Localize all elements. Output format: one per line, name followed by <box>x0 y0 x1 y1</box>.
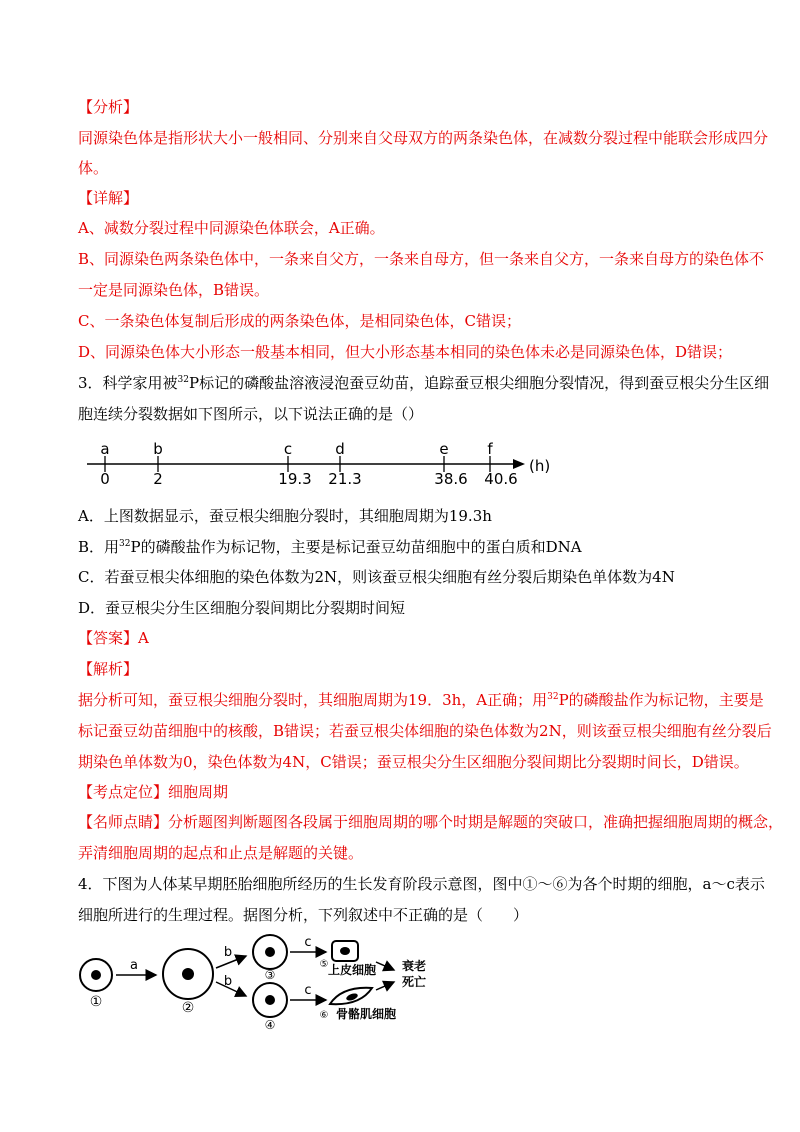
arrow-a-label: a <box>130 958 138 973</box>
option-c: C．若蚕豆根尖体细胞的染色体数为2N，则该蚕豆根尖细胞有丝分裂后期染色单体数为4N <box>78 568 675 586</box>
analysis-text-line-1: 同源染色体是指形状大小一般相同、分别来自父母双方的两条染色体，在减数分裂过程中能联会形成四分 <box>78 129 769 147</box>
arrow-lower-to-aging <box>376 982 394 990</box>
detail-item-b-line-1: B、同源染色两条染色体中，一条来自父方，一条来自母方，但一条来自父方，一条来自母方的染色体不 <box>78 250 765 268</box>
explanation-text-a: 据分析可知，蚕豆根尖细胞分裂时，其细胞周期为19．3h，A正确；用 <box>78 691 548 709</box>
arrow-c-upper-label: c <box>304 935 312 950</box>
mingshi-heading: 【名师点睛】 <box>78 813 169 831</box>
arrow-b-lower-label: b <box>223 974 233 989</box>
cell-3-nucleus <box>265 947 275 957</box>
kaodian-line <box>78 782 732 802</box>
tick-value-c: 19.3 <box>278 470 312 488</box>
tick-letter-c: c <box>283 440 293 458</box>
option-b-superscript: 32 <box>119 539 131 549</box>
cell-5-nucleus <box>340 947 350 955</box>
question-3-line-1 <box>78 373 770 393</box>
answer-line: 【答案】A <box>78 629 149 647</box>
option-a: A．上图数据显示，蚕豆根尖细胞分裂时，其细胞周期为19.3h <box>78 507 492 525</box>
death-label: 死亡 <box>401 975 427 989</box>
cell-3-number: ③ <box>264 968 276 982</box>
aging-label: 衰老 <box>401 959 427 973</box>
cell-4-nucleus <box>265 995 275 1005</box>
cell-2-nucleus <box>182 968 194 980</box>
cell-4-number: ④ <box>264 1018 276 1032</box>
option-b <box>78 537 732 557</box>
explanation-superscript: 32 <box>547 692 559 702</box>
tick-value-f: 40.6 <box>484 470 518 488</box>
skeletal-muscle-cell-label: 骨骼肌细胞 <box>335 1007 397 1021</box>
tick-value-a: 0 <box>100 470 110 488</box>
option-d: D．蚕豆根尖分生区细胞分裂间期比分裂期时间短 <box>78 599 406 617</box>
mingshi-line-1 <box>78 812 784 832</box>
question-4-line-2: 细胞所进行的生理过程。据图分析，下列叙述中不正确的是（ ） <box>78 906 529 924</box>
q3-text-a: 3．科学家用被 <box>78 374 178 392</box>
cell-development-diagram <box>76 930 456 1040</box>
detail-item-d: D、同源染色体大小形态一般基本相同，但大小形态基本相同的染色体未必是同源染色体，D错误； <box>78 343 733 361</box>
section-detail-heading: 【详解】 <box>78 189 139 207</box>
kaodian-text: 细胞周期 <box>168 783 229 801</box>
tick-letter-d: d <box>335 440 345 458</box>
q3-superscript: 32 <box>177 375 189 385</box>
arrow-c-lower-label: c <box>304 983 312 998</box>
tick-letter-f: f <box>487 440 493 458</box>
mingshi-text: 分析题图判断题图各段属于细胞周期的哪个时期是解题的突破口，准确把握细胞周期的概念， <box>168 813 784 831</box>
detail-item-b-line-2: 一定是同源染色体，B错误。 <box>78 281 270 299</box>
arrow-b-upper-label: b <box>223 945 233 960</box>
mingshi-line-2: 弄清细胞周期的起点和止点是解题的关键。 <box>78 844 364 862</box>
detail-item-c: C、一条染色体复制后形成的两条染色体，是相同染色体，C错误； <box>78 312 521 330</box>
tick-value-b: 2 <box>153 470 163 488</box>
analysis-text-line-2: 体。 <box>78 159 109 177</box>
kaodian-heading: 【考点定位】 <box>78 783 169 801</box>
tick-value-e: 38.6 <box>434 470 468 488</box>
tick-value-d: 21.3 <box>328 470 362 488</box>
cell-5-number: ⑤ <box>319 959 329 970</box>
cell-cycle-timeline-figure <box>85 438 565 490</box>
explanation-line-1 <box>78 690 764 710</box>
option-b-text-a: B．用 <box>78 538 120 556</box>
timeline-arrowhead <box>513 459 525 469</box>
cell-6-number: ⑥ <box>319 1010 329 1021</box>
tick-letter-e: e <box>439 440 449 458</box>
explanation-text-b: P的磷酸盐作为标记物，主要是 <box>558 691 764 709</box>
cell-2-number: ② <box>181 1000 195 1016</box>
cell-1-nucleus <box>91 970 101 980</box>
cell-1-number: ① <box>89 994 103 1010</box>
epithelial-cell-label: 上皮细胞 <box>327 963 377 977</box>
question-3-line-2: 胞连续分裂数据如下图所示，以下说法正确的是（） <box>78 405 424 423</box>
section-explanation-heading: 【解析】 <box>78 660 139 678</box>
tick-letter-a: a <box>100 440 110 458</box>
explanation-line-3: 期染色单体数为0，染色体数为4N，C错误；蚕豆根尖分生区细胞分裂间期比分裂期时间长，D错误。 <box>78 753 749 771</box>
detail-item-a: A、减数分裂过程中同源染色体联会，A正确。 <box>78 219 385 237</box>
arrow-upper-to-aging <box>376 962 394 970</box>
tick-letter-b: b <box>153 440 163 458</box>
q3-text-b: P标记的磷酸盐溶液浸泡蚕豆幼苗，追踪蚕豆根尖细胞分裂情况，得到蚕豆根尖分生区细 <box>189 374 770 392</box>
option-b-text-b: P的磷酸盐作为标记物，主要是标记蚕豆幼苗细胞中的蛋白质和DNA <box>130 538 582 556</box>
timeline-unit-label: (h) <box>529 457 551 475</box>
section-analysis-heading: 【分析】 <box>78 98 139 116</box>
explanation-line-2: 标记蚕豆幼苗细胞中的核酸，B错误；若蚕豆根尖体细胞的染色体数为2N，则该蚕豆根尖细胞有丝分裂后 <box>78 722 772 740</box>
question-4-line-1: 4．下图为人体某早期胚胎细胞所经历的生长发育阶段示意图，图中①～⑥为各个时期的细胞，a～c表示 <box>78 875 765 893</box>
